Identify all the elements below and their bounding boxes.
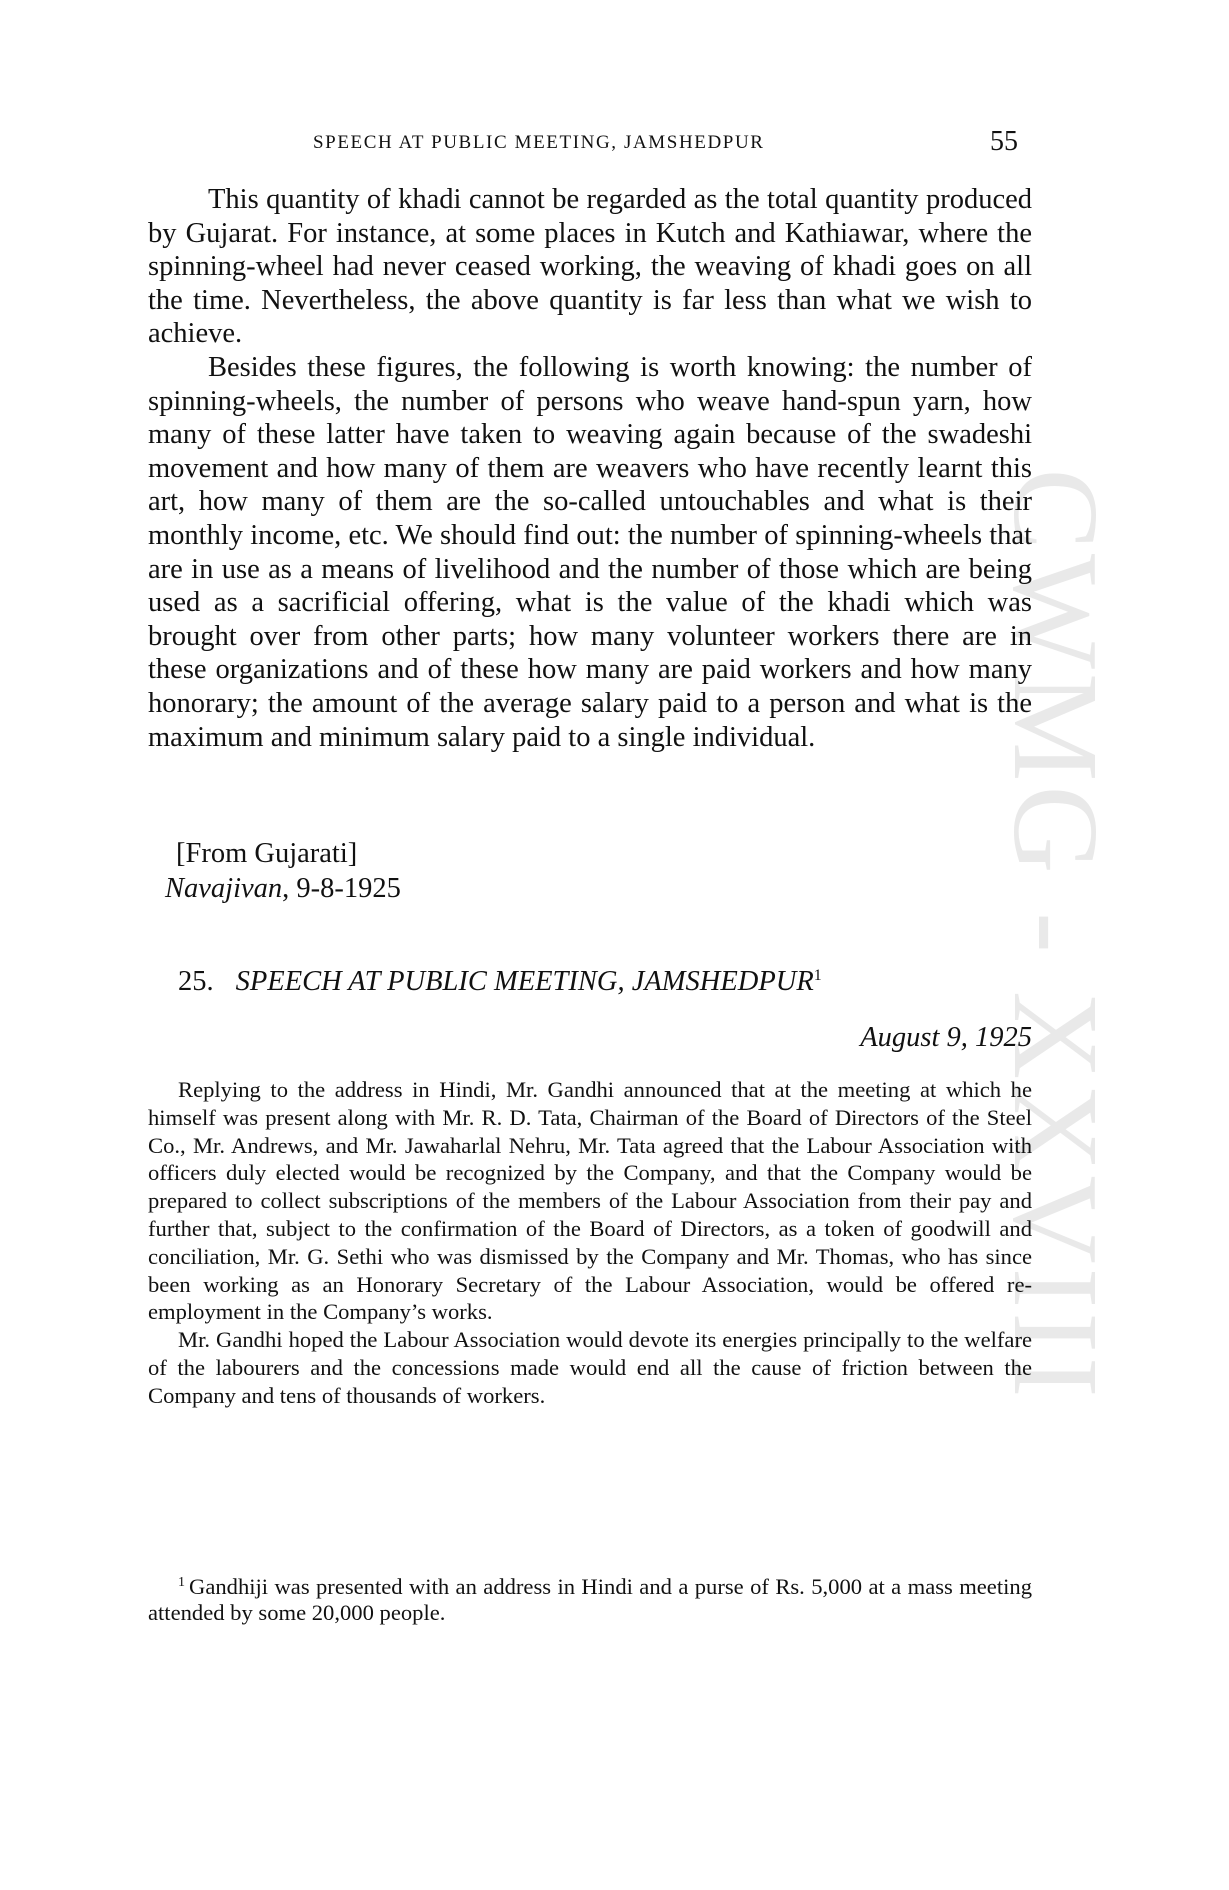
footnotes: [148, 1570, 1032, 1626]
watermark-text: CWMG - XXVIII: [988, 468, 1123, 1402]
source-publication: Navajivan: [165, 873, 283, 904]
section-body: [148, 1076, 1032, 1410]
paragraph: Besides these figures, the following is worth knowing: the number of spinning-wheels, the number of persons who weave hand-spun yarn, how many of these latter have taken to weaving again because of the swadeshi movement and how many of them are weavers who have recently learnt this art, how many of them are the so-called untouchables and what is their monthly income, etc. We should find out: the number of spinning-wheels that are in use as a means of livelihood and the number of those which are being used as a sacrificial offering, what is the value of the khadi which was brought over from other parts; how many volunteer workers there are in these organizations and of these how many are paid workers and how many honorary; the amount of the average salary paid to a person and what is the maximum and minimum salary paid to a single individual.: [148, 351, 1032, 753]
paragraph: Replying to the address in Hindi, Mr. Gandhi announced that at the meeting at which he himself was present along with Mr. R. D. Tata, Chairman of the Board of Directors of the Steel Co., Mr. Andrews, and Mr. Jawaharlal Nehru, Mr. Tata agreed that the Labour Association with officers duly elected would be recognized by the Company, and that the Company would be prepared to collect subscriptions of the members of the Labour Association from their pay and further that, subject to the confirmation of the Board of Directors, as a token of goodwill and conciliation, Mr. G. Sethi who was dismissed by the Company and Mr. Thomas, who has since been working as an Honorary Secretary of the Labour Association, would be offered re-employment in the Company’s works.: [148, 1077, 1032, 1325]
source-line: [148, 871, 1032, 906]
previous-item-body: [148, 183, 1032, 754]
source-date: , 9-8-1925: [282, 873, 401, 904]
section-date: August 9, 1925: [860, 1022, 1032, 1053]
page-number: 55: [990, 126, 1018, 157]
running-head: SPEECH AT PUBLIC MEETING, JAMSHEDPUR: [313, 132, 765, 153]
source-language: [From Gujarati]: [176, 838, 358, 869]
section-title: SPEECH AT PUBLIC MEETING, JAMSHEDPUR: [235, 966, 814, 997]
section-heading: [178, 966, 822, 998]
footnote-marker: 1: [178, 1575, 185, 1590]
footnote-text: Gandhiji was presented with an address in Hindi and a purse of Rs. 5,000 at a mass meeting attended by some 20,000 people.: [148, 1574, 1032, 1625]
footnote-reference[interactable]: 1: [813, 967, 822, 984]
paragraph: Mr. Gandhi hoped the Labour Association would devote its energies principally to the welfare of the labourers and the concessions made would end all the cause of friction between the Company and tens of thousands of workers.: [148, 1327, 1032, 1408]
source-citation: [148, 836, 1032, 906]
section-number: 25.: [178, 966, 214, 997]
paragraph: This quantity of khadi cannot be regarded as the total quantity produced by Gujarat. For instance, at some places in Kutch and Kathiawar, where the spinning-wheel had never ceased working, the weaving of khadi goes on all the time. Nevertheless, the above quantity is far less than what we wish to achieve.: [148, 184, 1032, 350]
footnote: [148, 1570, 1032, 1626]
